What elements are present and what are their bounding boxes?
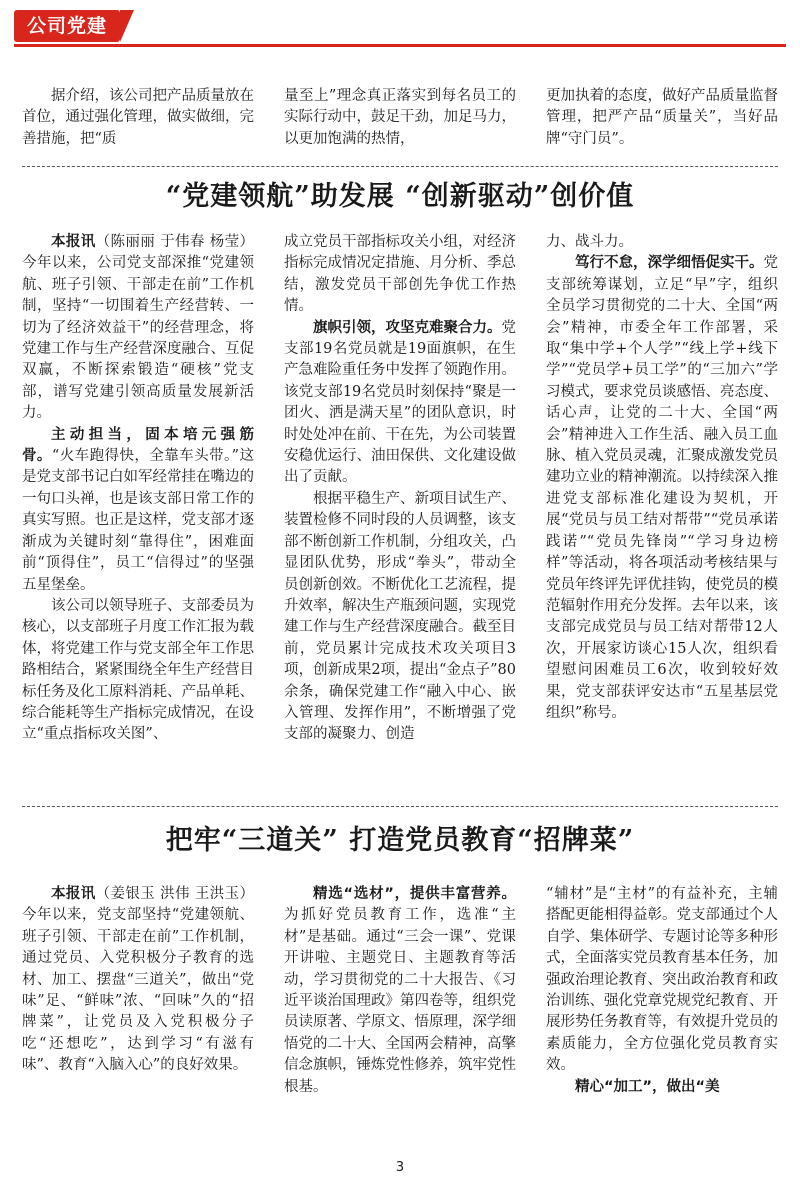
article-2-p2: 精选“选材”，提供丰富营养。为抓好党员教育工作，选准“主材”是基础。通过“三会一课”、党课开讲啦、主题党日、主题教育等活动，学习贯彻党的二十大报告、《习近平谈治国理政》第四卷等，组织党员读原著、学原文、悟原理，深学细悟党的二十大、全国两会精神，高擎信念旗帜，锤炼党性修养，筑牢党性根基。 [284,886,516,1095]
article-1-col-3 [546,232,778,746]
article-1-col-2 [284,232,516,746]
article-2-title: 把牢“三道关” 打造党员教育“招牌菜” [165,825,635,856]
article-1-body [22,232,778,746]
article-1-p8: 笃行不怠，深学细悟促实干。党支部统筹谋划，立足“早”字，组织全员学习贯彻党的二十大、全国“两会”精神，市委全年工作部署，采取“集中学+个人学”“线上学+线下学”“党员学+员工学”的“三加六”学习模式，要求党员谈感悟、亮态度、话心声，让党的二十大、全国“两会”精神进入工作生活、融入员工血脉、植入党员灵魂，汇聚成激发党员建功立业的精神潮流。以持续深入推进党支部标准化建设为契机，开展“党员与员工结对帮带”“党员承诺践诺”“党员先锋岗”“学习身边榜样”等活动，将各项活动考核结果与党员年终评先评优挂钩，使党员的模范辐射作用充分发挥。去年以来，该支部完成党员与员工结对帮带12人次，开展家访谈心15人次，组织看望慰问困难员工6次，收到较好效果，党支部获评安达市“五星基层党组织”称号。 [546,255,778,721]
prev-article-col-3: 更加执着的态度，做好产品质量监督管理，把严产品“质量关”，当好品牌“守门员”。 [546,88,778,147]
divider-1 [22,166,778,167]
article-2-col-2 [284,884,516,1098]
article-2-body [22,884,778,1098]
article-1-p4: 成立党员干部指标攻关小组，对经济指标完成情况定措施、月分析、季总结，激发党员干部创先争优工作热情。 [284,234,516,315]
article-2-p4: 精心“加工”，做出“美 [575,1078,720,1095]
divider-2 [22,806,778,807]
article-2-p1: 本报讯（姜银玉 洪伟 王洪玉）今年以来，党支部坚持“党建领航、班子引领、干部走在前”工作机制，通过党员、入党积极分子教育的选材、加工、摆盘“三道关”，做出“党味”足、“鲜味”浓、“回味”久的“招牌菜”，让党员及入党积极分子吃“还想吃”，达到学习“有滋有味”、教育“入脑入心”的良好效果。 [22,886,255,1074]
article-2-col-3 [546,884,778,1098]
article-2-p3: “辅材”是“主材”的有益补充，主辅搭配更能相得益彰。党支部通过个人自学、集体研学、专题讨论等多种形式，全面落实党员教育基本任务，加强政治理论教育、突出政治教育和政治训练、强化党章党规党纪教育、开展形势任务教育等，有效提升党员的素质能力，全方位强化党员教育实效。 [546,886,778,1074]
page-number: 3 [395,1160,405,1175]
article-1-p5: 旗帜引领，攻坚克难聚合力。党支部19名党员就是19面旗帜，在生产急难险重任务中发挥了领跑作用。该党支部19名党员时刻保持“聚是一团火、洒是满天星”的团队意识，时时处处冲在前、干在先，为公司装置安稳优运行、油田保供、文化建设做出了贡献。 [284,319,516,486]
article-1-p1: 本报讯（陈丽丽 于伟春 杨莹）今年以来，公司党支部深推“党建领航、班子引领、干部走在前”工作机制，坚持“一切围着生产经营转、一切为了经济效益干”的经营理念，将党建工作与生产经营深度融合、互促双赢，不断探索锻造“硬核”党支部，谱写党建引领高质量发展新活力。 [22,234,255,422]
article-1-p2: 主动担当，固本培元强筋骨。“火车跑得快，全靠车头带。”这是党支部书记白如军经常挂在嘴边的一句口头禅，也是该支部日常工作的真实写照。也正是这样，党支部才逐渐成为关键时刻“靠得住”，困难面前“顶得住”，员工“信得过”的坚强五星堡垒。 [22,426,255,593]
article-1-title: “党建领航”助发展 “创新驱动”创价值 [165,181,635,212]
header-rule [14,44,786,47]
section-header [14,10,786,50]
article-1-p6: 根据平稳生产、新项目试生产、装置检修不同时段的人员调整，该支部不断创新工作机制，分组攻关，凸显团队优势，形成“拳头”，带动全员创新创效。不断优化工艺流程，提升效率，解决生产瓶颈问题，实现党建工作与生产经营深度融合。截至目前，党员累计完成技术攻关项目3项，创新成果2项，提出“金点子”80余条，确保党建工作“融入中心、嵌入管理、发挥作用”，不断增强了党支部的凝聚力、创造 [284,490,516,743]
section-badge: 公司党建 [14,10,120,42]
prev-article [22,86,778,150]
article-1-p3: 该公司以领导班子、支部委员为核心，以支部班子月度工作汇报为载体，将党建工作与党支部全年工作思路相结合，紧紧围绕全年生产经营目标任务及化工原料消耗、产品单耗、综合能耗等生产指标完成情况，在设立“重点指标攻关图”、 [22,597,254,743]
article-2-col-1 [22,884,254,1098]
article-1-col-1 [22,232,254,746]
article-1-p7: 力、战斗力。 [546,234,633,250]
prev-article-col-1: 据介绍，该公司把产品质量放在首位，通过强化管理，做实做细，完善措施，把“质 [22,88,254,147]
prev-article-col-2: 量至上”理念真正落实到每名员工的实际行动中，鼓足干劲，加足马力，以更加饱满的热情， [284,88,516,147]
